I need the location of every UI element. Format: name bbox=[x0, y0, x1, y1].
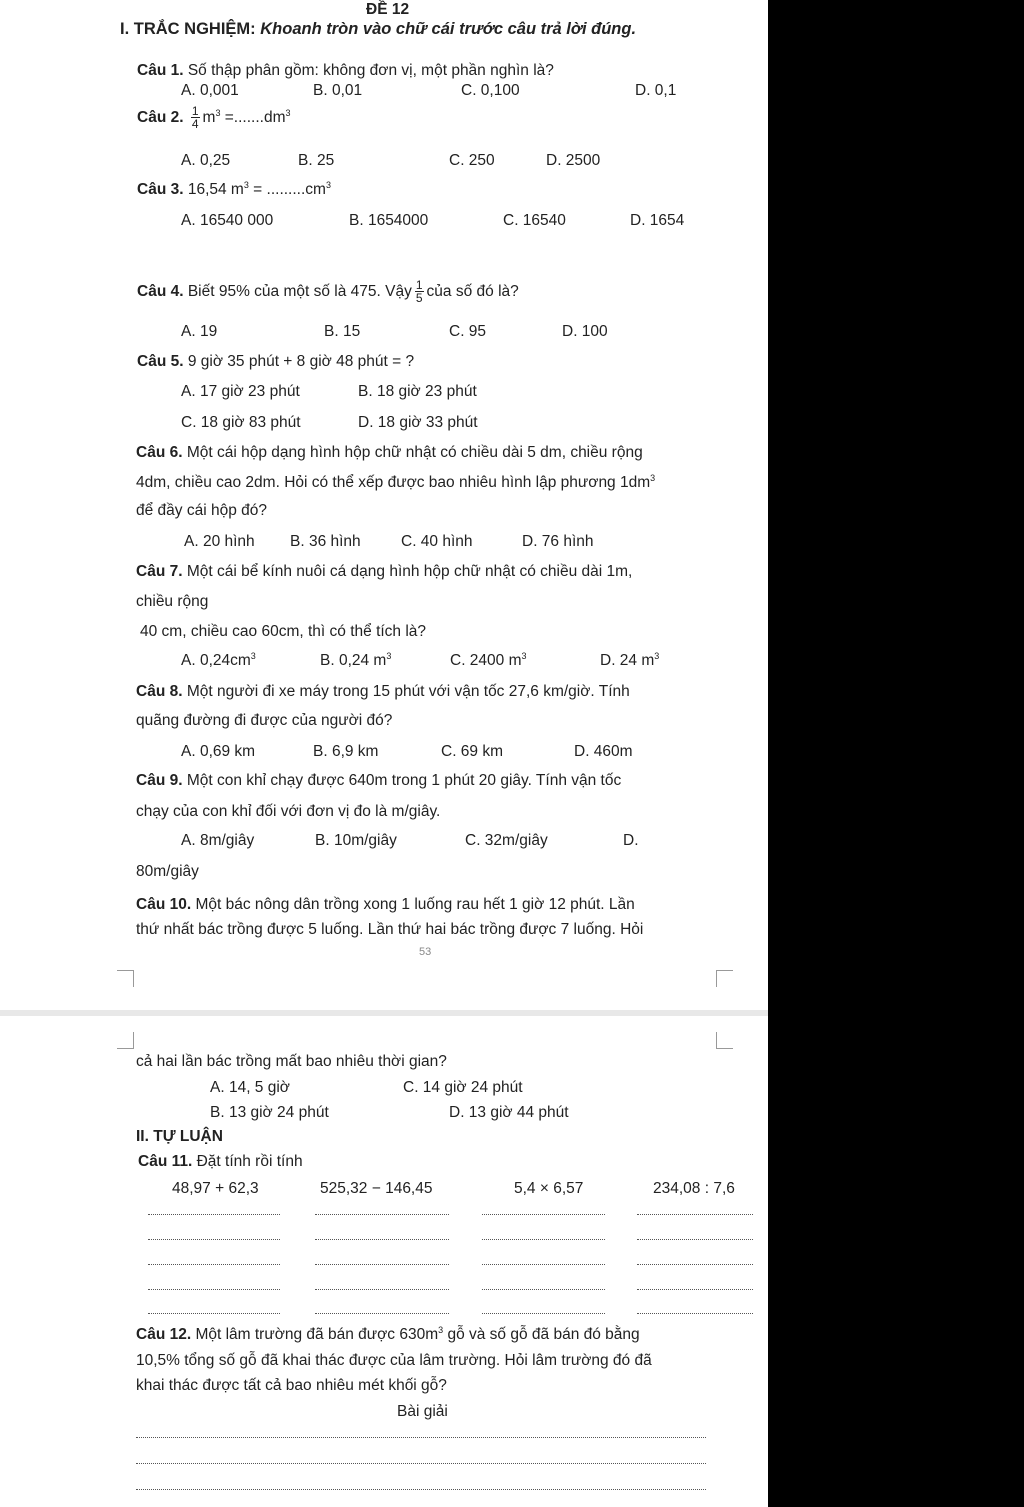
q10-option-c[interactable]: C. 14 giờ 24 phút bbox=[403, 1079, 523, 1096]
q6-option-b[interactable]: B. 36 hình bbox=[290, 533, 361, 550]
answer-line[interactable] bbox=[315, 1214, 449, 1215]
answer-line[interactable] bbox=[482, 1289, 605, 1290]
answer-line[interactable] bbox=[482, 1239, 605, 1240]
q10-option-a[interactable]: A. 14, 5 giờ bbox=[210, 1079, 290, 1096]
question-5: Câu 5. 9 giờ 35 phút + 8 giờ 48 phút = ? bbox=[137, 353, 415, 370]
question-10-line-1: Câu 10. Một bác nông dân trồng xong 1 luống rau hết 1 giờ 12 phút. Lần bbox=[136, 896, 635, 913]
answer-line[interactable] bbox=[482, 1313, 605, 1314]
solution-line[interactable] bbox=[136, 1463, 706, 1464]
answer-line[interactable] bbox=[637, 1313, 753, 1314]
answer-line[interactable] bbox=[637, 1214, 753, 1215]
crop-mark bbox=[117, 1032, 134, 1049]
q8-option-d[interactable]: D. 460m bbox=[574, 743, 633, 760]
q7-option-d[interactable]: D. 24 $m^3$ bbox=[600, 651, 660, 669]
question-9-line-1: Câu 9. Một con khỉ chạy được 640m trong 1 phút 20 giây. Tính vận tốc bbox=[136, 772, 622, 789]
exam-header: ĐỀ 12 bbox=[366, 1, 410, 18]
q5-option-c[interactable]: C. 18 giờ 83 phút bbox=[181, 414, 301, 431]
answer-line[interactable] bbox=[148, 1313, 280, 1314]
question-12-line-2: 10,5% tổng số gỗ đã khai thác được của lâm trường. Hỏi lâm trường đó đã bbox=[136, 1352, 652, 1369]
q2-option-d[interactable]: D. 2500 bbox=[546, 152, 601, 169]
question-7-line-1: Câu 7. Một cái bể kính nuôi cá dạng hình hộp chữ nhật có chiều dài 1m, bbox=[136, 563, 633, 580]
answer-line[interactable] bbox=[482, 1214, 605, 1215]
question-10-line-2: thứ nhất bác trồng được 5 luống. Lần thứ hai bác trồng được 7 luống. Hỏi bbox=[136, 921, 644, 938]
question-10-line-3: cả hai lần bác trồng mất bao nhiêu thời gian? bbox=[136, 1053, 447, 1070]
question-12-line-3: khai thác được tất cả bao nhiêu mét khối gỗ? bbox=[136, 1377, 447, 1394]
q3-option-a[interactable]: A. 16540 000 bbox=[181, 212, 274, 229]
section-1-heading: I. TRẮC NGHIỆM: Khoanh tròn vào chữ cái trước câu trả lời đúng. bbox=[120, 20, 637, 38]
question-6-line-2: 4dm, chiều cao 2dm. Hỏi có thể xếp được bao nhiêu hình lập phương $1dm^3$ bbox=[136, 473, 656, 491]
answer-line[interactable] bbox=[315, 1264, 449, 1265]
q8-option-b[interactable]: B. 6,9 km bbox=[313, 743, 379, 760]
q2-option-a[interactable]: A. 0,25 bbox=[181, 152, 231, 169]
answer-line[interactable] bbox=[148, 1264, 280, 1265]
question-12-line-1: Câu 12. Một lâm trường đã bán được $630m^3$ gỗ và số gỗ đã bán đó bằng bbox=[136, 1325, 640, 1343]
q11-expression-3: 5,4 × 6,57 bbox=[514, 1180, 584, 1197]
solution-heading: Bài giải bbox=[397, 1403, 448, 1420]
question-3: Câu 3. 16,54 $m^3 = .........cm^3$ bbox=[137, 180, 331, 198]
answer-line[interactable] bbox=[148, 1239, 280, 1240]
q3-option-b[interactable]: B. 1654000 bbox=[349, 212, 429, 229]
question-6-line-3: để đầy cái hộp đó? bbox=[136, 502, 267, 519]
q5-option-a[interactable]: A. 17 giờ 23 phút bbox=[181, 383, 300, 400]
q4-option-c[interactable]: C. 95 bbox=[449, 323, 487, 340]
q6-option-d[interactable]: D. 76 hình bbox=[522, 533, 594, 550]
answer-line[interactable] bbox=[148, 1289, 280, 1290]
q7-option-a[interactable]: A. $0,24cm^3$ bbox=[181, 651, 256, 669]
q6-option-a[interactable]: A. 20 hình bbox=[184, 533, 255, 550]
answer-line[interactable] bbox=[148, 1214, 280, 1215]
q5-option-b[interactable]: B. 18 giờ 23 phút bbox=[358, 383, 477, 400]
section-2-heading: II. TỰ LUẬN bbox=[136, 1128, 223, 1145]
answer-line[interactable] bbox=[637, 1264, 753, 1265]
question-4: Câu 4. Biết 95% của một số là 475. Vậy $\frac{1}{5}$ của số đó là? bbox=[137, 278, 519, 306]
q2-option-c[interactable]: C. 250 bbox=[449, 152, 495, 169]
q10-option-b[interactable]: B. 13 giờ 24 phút bbox=[210, 1104, 329, 1121]
q4-option-b[interactable]: B. 15 bbox=[324, 323, 361, 340]
answer-line[interactable] bbox=[482, 1264, 605, 1265]
q9-option-b[interactable]: B. 10m/giây bbox=[315, 832, 397, 849]
answer-line[interactable] bbox=[315, 1313, 449, 1314]
q5-option-d[interactable]: D. 18 giờ 33 phút bbox=[358, 414, 478, 431]
crop-mark bbox=[716, 970, 733, 987]
answer-line[interactable] bbox=[315, 1289, 449, 1290]
q10-option-d[interactable]: D. 13 giờ 44 phút bbox=[449, 1104, 569, 1121]
question-9-line-2: chạy của con khỉ đối với đơn vị đo là m/giây. bbox=[136, 803, 441, 820]
q1-option-b[interactable]: B. 0,01 bbox=[313, 82, 363, 99]
q8-option-c[interactable]: C. 69 km bbox=[441, 743, 504, 760]
solution-line[interactable] bbox=[136, 1489, 706, 1490]
q3-option-c[interactable]: C. 16540 bbox=[503, 212, 566, 229]
q9-option-c[interactable]: C. 32m/giây bbox=[465, 832, 548, 849]
q2-option-b[interactable]: B. 25 bbox=[298, 152, 335, 169]
question-1: Câu 1. Số thập phân gồm: không đơn vị, một phần nghìn là? bbox=[137, 62, 554, 79]
fraction: $\frac{1}{5}$ bbox=[415, 278, 423, 306]
q9-option-d-value[interactable]: 80m/giây bbox=[136, 863, 199, 880]
question-7-line-2: chiều rộng bbox=[136, 593, 209, 610]
q1-option-a[interactable]: A. 0,001 bbox=[181, 82, 239, 99]
q1-option-d[interactable]: D. 0,1 bbox=[635, 82, 677, 99]
answer-line[interactable] bbox=[315, 1239, 449, 1240]
page-2 bbox=[0, 1016, 768, 1507]
q11-expression-1: 48,97 + 62,3 bbox=[172, 1180, 259, 1197]
q4-option-d[interactable]: D. 100 bbox=[562, 323, 608, 340]
q7-option-c[interactable]: C. 2400 $m^3$ bbox=[450, 651, 527, 669]
q1-option-c[interactable]: C. 0,100 bbox=[461, 82, 520, 99]
answer-line[interactable] bbox=[637, 1289, 753, 1290]
q3-option-d[interactable]: D. 1654 bbox=[630, 212, 685, 229]
question-2: Câu 2. $\frac{1}{4}$ $m^3 =.......dm^3$ bbox=[137, 104, 291, 132]
q4-option-a[interactable]: A. 19 bbox=[181, 323, 218, 340]
q7-option-b[interactable]: B. 0,24 $m^3$ bbox=[320, 651, 392, 669]
crop-mark bbox=[716, 1032, 733, 1049]
q9-option-d[interactable]: D. bbox=[623, 832, 639, 849]
question-6-line-1: Câu 6. Một cái hộp dạng hình hộp chữ nhật có chiều dài 5 dm, chiều rộng bbox=[136, 444, 643, 461]
crop-mark bbox=[117, 970, 134, 987]
fraction: $\frac{1}{4}$ bbox=[191, 104, 199, 132]
question-8-line-1: Câu 8. Một người đi xe máy trong 15 phút với vận tốc 27,6 km/giờ. Tính bbox=[136, 683, 630, 700]
q11-expression-2: 525,32 − 146,45 bbox=[320, 1180, 433, 1197]
answer-line[interactable] bbox=[637, 1239, 753, 1240]
question-8-line-2: quãng đường đi được của người đó? bbox=[136, 712, 393, 729]
solution-line[interactable] bbox=[136, 1437, 706, 1438]
question-11: Câu 11. Đặt tính rồi tính bbox=[138, 1153, 303, 1170]
q8-option-a[interactable]: A. 0,69 km bbox=[181, 743, 256, 760]
q6-option-c[interactable]: C. 40 hình bbox=[401, 533, 473, 550]
q9-option-a[interactable]: A. 8m/giây bbox=[181, 832, 255, 849]
question-7-line-3: 40 cm, chiều cao 60cm, thì có thể tích là? bbox=[140, 623, 427, 640]
page-number: 53 bbox=[419, 946, 432, 958]
q11-expression-4: 234,08 : 7,6 bbox=[653, 1180, 735, 1197]
